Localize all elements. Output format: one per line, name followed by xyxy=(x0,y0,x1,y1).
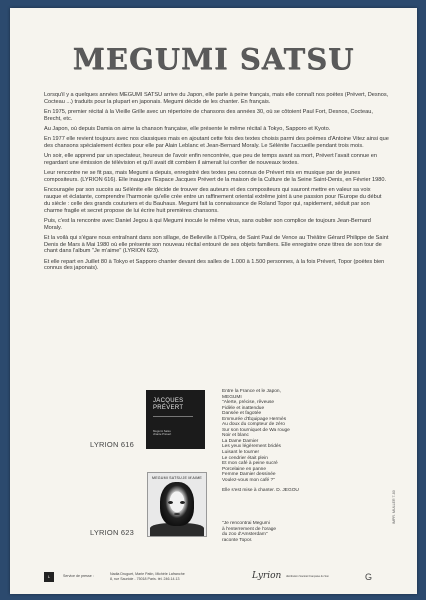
page-title: MEGUMI SATSU xyxy=(72,42,355,76)
cover-album-title: JE M'AIME xyxy=(182,476,202,480)
paragraph: Au Japon, où depuis Damia on aime la chanson française, elle présente le même récital à Tokyo, Sapporo et Kyoto. xyxy=(44,125,331,132)
paragraph: Encouragée par son succès au Sélénite elle décide de trouver des auteurs et des compositeurs qui sauront mettre en valeur sa voix rauque et éclatante, comprendre l'harmonie qu'elle crée entre un raffinement oriental extrême joint à une passion pour l'Europe du début du siècle : celle des grands couturiers et du Bauhaus. Megumi fait la connaissance de Roland Topor qui, rapidement, séduit par son charme fragile et secret propose de lui écrire huit premières chansons. xyxy=(44,187,382,214)
press-sheet xyxy=(10,8,417,594)
disc-label-616: LYRION 616 xyxy=(90,440,134,449)
cover-artist: MEGUMI SATSU xyxy=(152,476,182,480)
paragraph: Lorsqu'il y a quelques années MEGUMI SATSU arrive du Japon, elle parle à peine français, mais elle connaît nos poètes (Prévert, Desnos, Cocteau ...) traduits pour la plupart en japonais. Megumi décide de les chanter. En français. xyxy=(44,92,389,105)
distribution-note: distribution Société Française du Son xyxy=(286,575,329,578)
footer xyxy=(10,568,417,588)
label-mark-icon: G xyxy=(365,572,373,582)
album-cover-je-maime xyxy=(147,472,207,537)
printer-mark: IMPR. MULLER 7-80 xyxy=(392,490,396,524)
portrait-lips xyxy=(174,513,180,515)
disc2-description: "Je rencontrai Megumi à l'enterrement de l'orage du zoo d'Amsterdam" raconte Topor. xyxy=(222,521,277,543)
publisher-logo: L xyxy=(44,572,54,582)
portrait-eye xyxy=(168,501,173,504)
press-contact: Nadia Druguet, Marie Patin, Michèle Lafranche 8, rue Sauriole - 75018 Paris. tél. 246.14.13 xyxy=(110,572,185,581)
lyrion-logo: Lyrion xyxy=(252,571,282,581)
disc1-description: Entre la France et le Japon, MEGUMI "Alerte, précise, rêveuse Fidèle et inattendue Dansée et fagotée Emmurée d'Équipage Hermès Au doux du compteur de zéro Sur son tourniquet de Wa rouge Noir et blanc La Dame Damier Les yeux légèrement bridés Luisant le tourner Le cendrier était plein Et mon café à peine sucré Porcelaine en panne Femme Damier dessinée Voulez-vous mon café ?" Elle s'est mise à chanter. D. JEGOU xyxy=(222,389,299,494)
paragraph: Et elle repart en Juillet 80 à Tokyo et Sapporo chanter devant des salles de 1.000 à 1.500 personnes, à la fois Prévert, Topor (poètes bien connus des japonais). xyxy=(44,258,385,272)
disc-label-623: LYRION 623 xyxy=(90,528,134,537)
cover-rule xyxy=(153,416,193,417)
cover-title: JACQUES PRÉVERT xyxy=(153,398,184,411)
paragraph: Et la voilà qui s'égare nous entraînant dans son sillage, de Belleville à l'Opéra, de Saint Paul de Vence au Théâtre Gérard Philippe de Saint Denis de Mars à Mai 1980 où elle présente son nouveau récital entouré de ses objets familiers. Elle enregistre onze titres de son tour de chant dans l'album "Je m'aime" (LYRION 623). xyxy=(44,234,389,255)
paragraph: En 1975, premier récital à la Vieille Grille avec un répertoire de chansons des années 30, où se côtoient Paul Fort, Desnos, Cocteau, Brecht, etc. xyxy=(44,108,373,122)
cover-subtitle: Megumi Satsu chante Prévert xyxy=(153,429,172,437)
portrait-face xyxy=(160,482,194,526)
paragraph: Un soir, elle apprend par un spectateur, heureux de l'avoir enfin rencontrée, que peu de temps avant sa mort, Prévert l'avait connue en regardant une émission de télévision et qu'il avait dit combien il aimerait lui confier de nouveaux textes. xyxy=(44,153,377,166)
paragraph: Leur rencontre ne se fit pas, mais Megumi a depuis, enregistré des textes peu connus de Prévert mis en musique par de jeunes compositeurs. (LYRION 616). Elle inaugure l'Espace Jacques Prévert de la maison de la Culture de la Seine Saint-Denis, en Février 1980. xyxy=(44,170,387,183)
portrait-eye xyxy=(180,501,185,504)
article-body xyxy=(44,92,389,276)
paragraph: Puis, c'est la rencontre avec Daniel Jegou à qui Megumi inocule le même virus, sans oublier son complice de toujours Jean-Bernard Moraly. xyxy=(44,217,371,231)
paragraph: En 1977 elle revient toujours avec nos classiques mais en ajoutant cette fois des textes choisis parmi des poèmes d'Antoine Vitez ainsi que des chansons spécialement écrites pour elle par Alain Leblanc et Jean-Bernard Moraly. Le Sélénite l'accueille pendant trois mois. xyxy=(44,136,389,149)
album-cover-prevert xyxy=(146,390,205,449)
press-service-label: Service de presse : xyxy=(63,574,94,578)
